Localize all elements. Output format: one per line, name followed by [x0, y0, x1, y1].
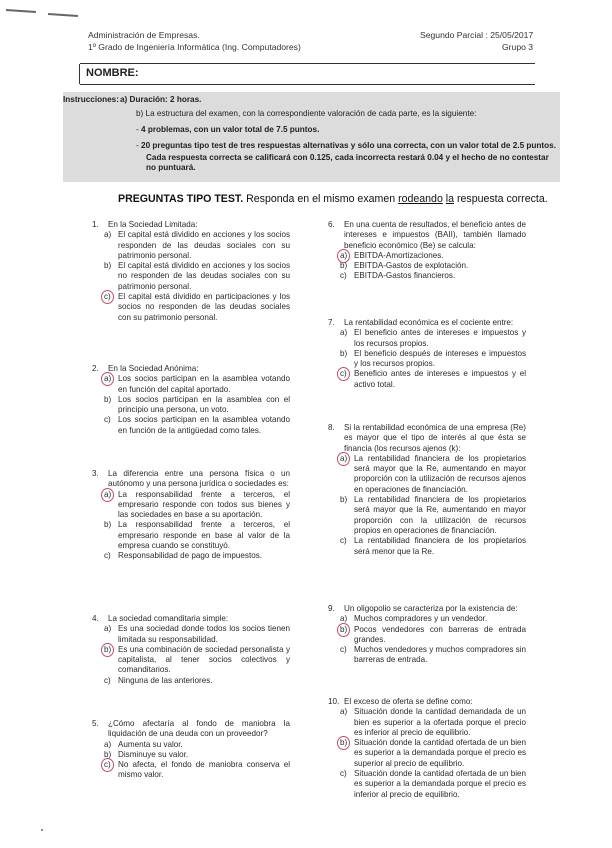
question-text: La diferencia entre una persona física o un autónomo y una persona jurídica o sociedades es:	[108, 469, 290, 489]
answer-text: Muchos vendedores y muchos compradores sin barreras de entrada.	[354, 645, 526, 665]
question-text: En la Sociedad Anónima:	[108, 364, 199, 373]
question-number: 9.	[328, 604, 335, 613]
answer-letter-circled: a)	[340, 454, 354, 495]
answer-option[interactable]	[328, 625, 526, 646]
answer-letter: c)	[104, 551, 111, 561]
answer-text: Pocos vendedores con barreras de entrada grandes.	[354, 624, 526, 644]
answer-letter: b)	[104, 261, 112, 271]
answer-text: Situación donde la cantidad ofertada de un bien es superior a la demandada porque el precio es inferior al precio de equilibrio.	[354, 769, 526, 799]
question-number: 7.	[328, 318, 335, 327]
question-number: 2.	[92, 364, 99, 373]
answer-text: El beneficio antes de intereses e impuestos y los recursos propios.	[354, 328, 526, 348]
answer-text: La rentabilidad financiera de los propietarios será menor que la Re.	[354, 536, 526, 556]
answer-text: El capital está dividido en acciones y los socios responden de las deudas sociales con su patrimonio personal.	[118, 230, 290, 260]
question-text: Si la rentabilidad económica de una empresa (Re) es mayor que el tipo de interés al que ésta se financia (los recursos ajenos (k):	[344, 423, 526, 453]
answer-text: La rentabilidad financiera de los propietarios será mayor que la Re, aumentando en mayor proporción con la utilización de recursos propios en operaciones de financiación.	[354, 495, 526, 535]
question-4	[92, 614, 290, 686]
answer-option[interactable]	[328, 536, 526, 557]
answer-option[interactable]	[92, 740, 290, 750]
answer-letter-circled: b)	[340, 625, 354, 646]
answer-text: Es una sociedad donde todos los socios tienen limitada su responsabilidad.	[118, 624, 290, 644]
answer-option[interactable]	[328, 261, 526, 271]
section-title-underline: rodeando	[398, 193, 443, 205]
instructions-bullet-1: - 4 problemas, con un valor total de 7.5 puntos.	[136, 125, 320, 134]
answer-letter: c)	[340, 769, 347, 779]
question-stem	[92, 719, 290, 740]
answer-letter: b)	[104, 394, 112, 404]
question-stem	[92, 220, 290, 230]
answer-letter: a)	[340, 707, 348, 717]
answer-text: Muchos compradores y un vendedor.	[354, 614, 488, 624]
instructions-box	[63, 92, 560, 182]
answer-letter-circled: c)	[104, 292, 118, 323]
answer-option[interactable]	[92, 520, 290, 551]
question-7	[328, 318, 526, 390]
answer-letter: c)	[340, 271, 347, 281]
question-8	[328, 423, 526, 557]
answer-option[interactable]	[92, 750, 290, 760]
question-text: El exceso de oferta se define como:	[344, 697, 473, 706]
section-title-underline: la	[445, 193, 455, 205]
question-number: 6.	[328, 220, 335, 229]
answer-option[interactable]	[328, 328, 526, 349]
answer-letter: b)	[340, 495, 348, 505]
answer-letter: a)	[104, 739, 112, 749]
answer-option[interactable]	[328, 645, 526, 666]
question-text: La sociedad comanditaria simple:	[108, 614, 229, 623]
answer-option[interactable]	[328, 495, 526, 536]
answer-option[interactable]	[328, 738, 526, 769]
header-course: 1º Grado de Ingeniería Informática (Ing. Computadores)	[88, 42, 301, 52]
answer-text: Disminuye su valor.	[118, 749, 189, 759]
answer-text: EBITDA-Gastos financieros.	[354, 271, 456, 281]
instructions-duration: a) Duración: 2 horas.	[120, 95, 202, 104]
answer-text: EBITDA-Amortizaciones.	[354, 250, 444, 260]
answer-text: El beneficio después de intereses e impuestos y los recursos propios.	[354, 348, 526, 369]
answer-letter: b)	[340, 261, 348, 271]
question-stem	[92, 614, 290, 624]
question-text: Un oligopolio se caracteriza por la existencia de:	[344, 604, 518, 613]
answer-letter: a)	[340, 614, 348, 624]
answer-option[interactable]	[328, 454, 526, 495]
answer-text: No afecta, el fondo de maniobra conserva el mismo valor.	[118, 760, 290, 780]
question-text: En una cuenta de resultados, el beneficio antes de intereses e impuestos (BAII), también llamado beneficio económico (Be) se calcula:	[344, 220, 526, 250]
answer-option[interactable]	[92, 551, 290, 561]
bullet-1-text: 4 problemas, con un valor total de 7.5 puntos.	[141, 125, 320, 134]
scan-mark	[48, 13, 78, 17]
answer-text: Ninguna de las anteriores.	[118, 675, 213, 685]
answer-option[interactable]	[92, 676, 290, 686]
question-text: En la Sociedad Limitada:	[108, 220, 198, 229]
name-label: NOMBRE:	[86, 67, 139, 79]
answer-letter-circled: a)	[104, 490, 118, 521]
header-exam: Segundo Parcial : 25/05/2017	[420, 30, 534, 40]
answer-option[interactable]	[92, 261, 290, 292]
answer-text: EBITDA-Gastos de explotación.	[354, 261, 469, 271]
answer-letter: a)	[104, 230, 112, 240]
question-1	[92, 220, 290, 323]
question-10	[328, 697, 526, 800]
answer-letter: b)	[340, 348, 348, 358]
section-title-bold: PREGUNTAS TIPO TEST.	[118, 193, 244, 205]
answer-option[interactable]	[328, 251, 526, 261]
answer-option[interactable]	[92, 624, 290, 645]
answer-letter-circled: a)	[340, 251, 354, 261]
answer-option[interactable]	[92, 760, 290, 781]
answer-option[interactable]	[92, 230, 290, 261]
answer-text: El capital está dividido en participaciones y los socios no responden de las deudas sociales con su patrimonio personal.	[118, 292, 290, 322]
answer-option[interactable]	[92, 415, 290, 436]
question-text: ¿Cómo afectaría al fondo de maniobra la liquidación de una deuda con un proveedor?	[108, 719, 290, 739]
question-stem	[328, 220, 526, 251]
answer-option[interactable]	[328, 614, 526, 624]
answer-text: Es una combinación de sociedad personalista y capitalista, al tener socios colectivos y comanditarios.	[118, 644, 290, 675]
answer-letter: b)	[104, 749, 112, 759]
answer-option[interactable]	[328, 271, 526, 281]
instructions-bullet-2: - 20 preguntas tipo test de tres respuestas alternativas y sólo una correcta, con un valor total de 2.5 puntos.	[136, 141, 556, 150]
answer-text: Aumenta su valor.	[118, 739, 183, 749]
question-stem	[328, 604, 526, 614]
name-field[interactable]	[80, 63, 535, 85]
instructions-label: Instrucciones:	[63, 95, 119, 104]
question-number: 5.	[92, 719, 99, 728]
question-number: 1.	[92, 220, 99, 229]
answer-text: Responsabilidad de pago de impuestos.	[118, 551, 262, 561]
answer-letter-circled: b)	[340, 738, 354, 769]
answer-option[interactable]	[328, 369, 526, 390]
answer-option[interactable]	[92, 374, 290, 395]
answer-text: El capital está dividido en acciones y los socios no responden de las deudas sociales con su patrimonio personal.	[118, 261, 290, 291]
answer-letter: a)	[104, 624, 112, 634]
answer-option[interactable]	[92, 395, 290, 416]
answer-option[interactable]	[328, 707, 526, 738]
answer-letter: c)	[340, 645, 347, 655]
page-dot	[41, 829, 43, 831]
answer-text: Los socios participan en la asamblea votando en función de la antigüedad como tales.	[118, 415, 290, 435]
question-number: 8.	[328, 423, 335, 432]
answer-text: Los socios participan en la asamblea votando en función del capital aportado.	[118, 374, 290, 394]
question-stem	[92, 364, 290, 374]
answer-letter-circled: b)	[104, 645, 118, 676]
answer-text: Los socios participan en la asamblea con el principio una persona, un voto.	[118, 394, 290, 415]
question-stem	[328, 697, 526, 707]
answer-letter: a)	[340, 328, 348, 338]
answer-letter: c)	[340, 536, 347, 546]
question-number: 10.	[328, 697, 340, 706]
answer-text: Situación donde la cantidad demandada de un bien es superior a la ofertada porque el precio es inferior al precio de equilibrio.	[354, 707, 526, 737]
instructions-structure: b) La estructura del examen, con la correspondiente valoración de cada parte, es la siguiente:	[136, 109, 477, 118]
instructions-bullet-2-cont: Cada respuesta correcta se calificará con 0.125, cada incorrecta restará 0.04 y el hecho de no contestar no puntuará.	[146, 153, 549, 172]
answer-letter: b)	[104, 520, 112, 530]
answer-letter: c)	[104, 675, 111, 685]
answer-text: La rentabilidad financiera de los propietarios será mayor que la Re, aumentando en mayor proporción con la utilización de recursos ajenos en operaciones de financiación.	[354, 453, 526, 494]
section-title	[118, 193, 548, 205]
answer-letter: c)	[104, 415, 111, 425]
question-stem	[328, 423, 526, 454]
answer-option[interactable]	[328, 349, 526, 370]
answer-option[interactable]	[92, 490, 290, 521]
answer-option[interactable]	[92, 292, 290, 323]
question-number: 3.	[92, 469, 99, 478]
scan-mark	[6, 9, 36, 13]
answer-letter-circled: c)	[340, 369, 354, 390]
section-title-text: Responda en el mismo examen	[243, 193, 399, 205]
answer-letter-circled: a)	[104, 374, 118, 395]
question-text: La rentabilidad económica es el cociente entre:	[344, 318, 514, 327]
question-stem	[328, 318, 526, 328]
question-6	[328, 220, 526, 282]
question-3	[92, 469, 290, 562]
answer-text: Beneficio antes de intereses e impuestos y el activo total.	[354, 369, 526, 389]
question-5	[92, 719, 290, 781]
answer-option[interactable]	[92, 645, 290, 676]
bullet-2-text: 20 preguntas tipo test de tres respuestas alternativas y sólo una correcta, con un valor total de 2.5 puntos.	[141, 141, 556, 150]
answer-letter-circled: c)	[104, 760, 118, 781]
answer-text: Situación donde la cantidad ofertada de un bien es superior a la demandada porque el precio es superior al precio de equilibrio.	[354, 738, 526, 768]
question-2	[92, 364, 290, 436]
question-9	[328, 604, 526, 666]
answer-text: La responsabilidad frente a terceros, el empresario responde en base al valor de la empresa cuando se constituyó.	[118, 520, 290, 551]
header-institution: Administración de Empresas.	[88, 30, 200, 40]
section-title-text: respuesta correcta.	[454, 193, 548, 205]
answer-option[interactable]	[328, 769, 526, 800]
answer-text: La responsabilidad frente a terceros, el empresario responde con todos sus bienes y las sociedades en base a su aportación.	[118, 489, 290, 520]
question-stem	[92, 469, 290, 490]
question-number: 4.	[92, 614, 99, 623]
header-group: Grupo 3	[502, 42, 534, 52]
